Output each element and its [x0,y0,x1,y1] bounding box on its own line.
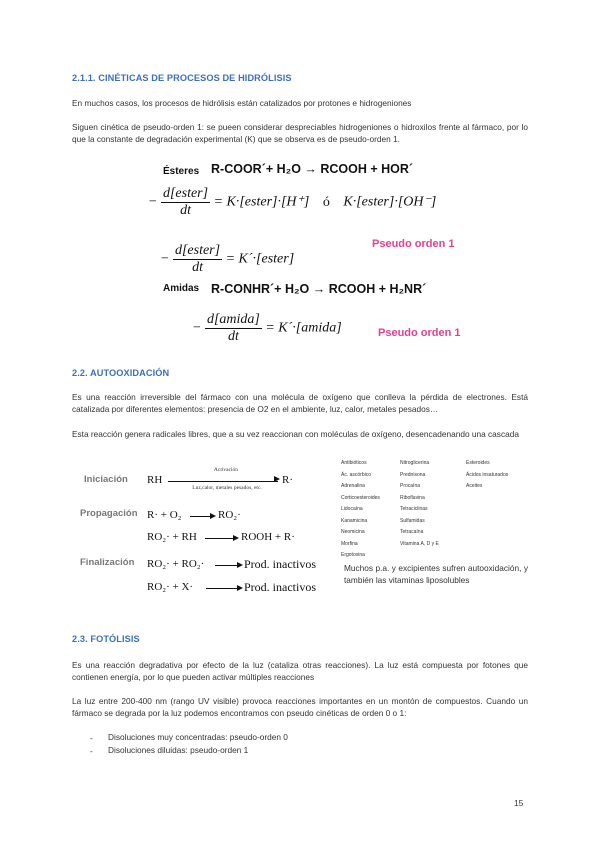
esteres-label: Ésteres [163,166,200,177]
ini-arrow-head [274,476,280,482]
minus-sign: − [148,194,158,210]
fraction-numerator: d[ester] [162,186,209,201]
list-item: Procaína [400,483,421,489]
stage-finalizacion: Finalización [80,557,135,568]
amidas-reaction: R-CONHR´+ H₂O → RCOOH + H₂NR´ [211,282,427,296]
list-item: Neomicina [341,529,365,535]
pseudo-order-label-amides: Pseudo orden 1 [378,327,461,339]
fraction-denominator: dt [192,260,203,275]
fraction-numerator: d[ester] [174,243,221,258]
fin1-arrow-shaft [215,565,239,566]
list-item: Sulfamidas [400,517,425,524]
ini-arrow-shaft [168,481,278,482]
paragraph-photolysis-2: La luz entre 200-400 nm (rango UV visible) provoca reacciones importantes en un montón de compuestos. Cuando un fármaco se degrada por la luz podemos encontramos con pseudo cinéticas de orden 0 o 1: [72,696,528,718]
list-item: Prednisona [400,471,426,478]
drug-list-col1 [341,458,380,562]
equation-ester-pseudo [160,243,294,276]
ini-below-label: Luz,calor, metales pesados, etc. [192,485,262,491]
list-item: Nitroglicerina [400,460,430,466]
list-item: Ác. ascórbico [341,471,372,478]
ini-above-label: Activación [213,467,239,473]
or-word: ó [322,194,330,210]
pseudo-rhs: = K´·[ester] [225,251,295,267]
page-number: 15 [514,798,524,808]
prop2-arrow-head [233,535,239,541]
equation-ester-rate [148,186,436,219]
section-heading-autooxidation: 2.2. AUTOOXIDACIÓN [72,368,170,378]
pseudo-order-label-esters: Pseudo orden 1 [372,238,455,250]
fraction-numerator: d[amida] [206,312,260,327]
stage-propagacion: Propagación [80,508,138,519]
bullet-item-2: Disoluciones diluidas: pseudo-orden 1 [108,745,249,755]
paragraph-autooxidation-2: Esta reacción genera radicales libres, que a su vez reaccionan con moléculas de oxígeno, desencadenando una cascada [72,429,519,439]
list-item: Antibióticos [341,460,367,466]
prop1-arrow-shaft [190,516,212,517]
fin2-reactants: RO₂· + X· [147,581,194,593]
equation-amide-pseudo [192,312,342,345]
fin2-arrow-shaft [206,588,239,589]
ini-product: R· [282,474,293,486]
list-item: Esteroides [466,460,490,466]
amidas-label: Amidas [163,283,200,294]
list-item: Vitamina A, D y E [400,540,439,547]
fraction [205,312,262,345]
drug-list-col2 [400,458,439,550]
list-item: Adrenalina [341,483,365,489]
paragraph-hydrolysis-1: En muchos casos, los procesos de hidrólisis están catalizados por protones e hidrogeniones [72,98,412,108]
list-item: Morfina [341,540,358,547]
drug-list-col3 [466,458,508,493]
list-item: Tetraciclinas [400,506,428,512]
fin1-arrow-head [237,562,243,568]
prop2-products: ROOH + R· [241,531,295,543]
list-item: Ácidos insaturados [466,471,509,478]
prop1-reactants: R· + O₂ [147,509,182,521]
fin1-reactants: RO₂· + RO₂· [147,558,205,570]
fraction [173,243,222,276]
bullet-marker: - [90,733,93,743]
prop2-arrow-shaft [205,538,235,539]
list-item: Tetracaína [400,529,424,535]
bullet-marker: - [90,746,93,756]
fraction [161,186,210,219]
fin2-arrow-head [237,585,243,591]
esteres-reaction: R-COOR´+ H₂O → RCOOH + HOR´ [211,162,414,176]
minus-sign: − [160,251,170,267]
list-item: Aceites [466,483,483,489]
list-item: Riboflavina [400,494,425,501]
bullet-item-1: Disoluciones muy concentradas: pseudo-orden 0 [108,732,288,742]
list-item: Kanamicina [341,517,368,524]
fraction-denominator: dt [227,329,239,344]
rate-rhs-acid: = K·[ester]·[H⁺] [213,194,310,210]
section-heading-photolysis: 2.3. FOTÓLISIS [72,634,140,644]
prop1-product: RO₂· [218,509,241,521]
ini-reactant: RH [147,474,163,486]
list-item: Lidocaína [341,506,363,512]
paragraph-photolysis-1: Es una reacción degradativa por efecto de la luz (cataliza otras reacciones). La luz está compuesta por fotones que contienen energía, por lo que pueden activar múltiples reacciones [72,660,528,682]
fin1-products: Prod. inactivos [244,557,316,571]
list-item: Corticoesteroides [341,494,380,501]
minus-sign: − [192,320,202,336]
fin2-products: Prod. inactivos [244,580,316,594]
list-item: Ergotoxina [341,552,365,558]
fraction-denominator: dt [180,203,191,218]
prop2-reactants: RO₂· + RH [147,531,197,543]
section-heading-hydrolysis: 2.1.1. CINÉTICAS DE PROCESOS DE HIDRÓLISIS [72,73,292,83]
stage-iniciacion: Iniciación [84,474,128,485]
paragraph-autooxidation-1: Es una reacción irreversible del fármaco con una molécula de oxígeno que conlleva la pérdida de electrones. Está catalizada por diferentes elementos: presencia de O2 en el ambiente, luz, calor, metales pesados… [72,392,528,414]
pseudo-rhs: = K´·[amida] [265,320,342,336]
autooxidation-note: Muchos p.a. y excipientes sufren autooxidación, y también las vitaminas liposolubles [344,563,528,585]
rate-rhs-base: K·[ester]·[OH⁻] [343,194,437,210]
paragraph-hydrolysis-2: Siguen cinética de pseudo-orden 1: se pueen considerar despreciables hidrogeniones o hidroxilos frente al fármaco, por lo que la constante de degradación experimental (K) que se observa es de pseudo-orden 1. [72,122,528,144]
prop1-arrow-head [210,513,216,519]
